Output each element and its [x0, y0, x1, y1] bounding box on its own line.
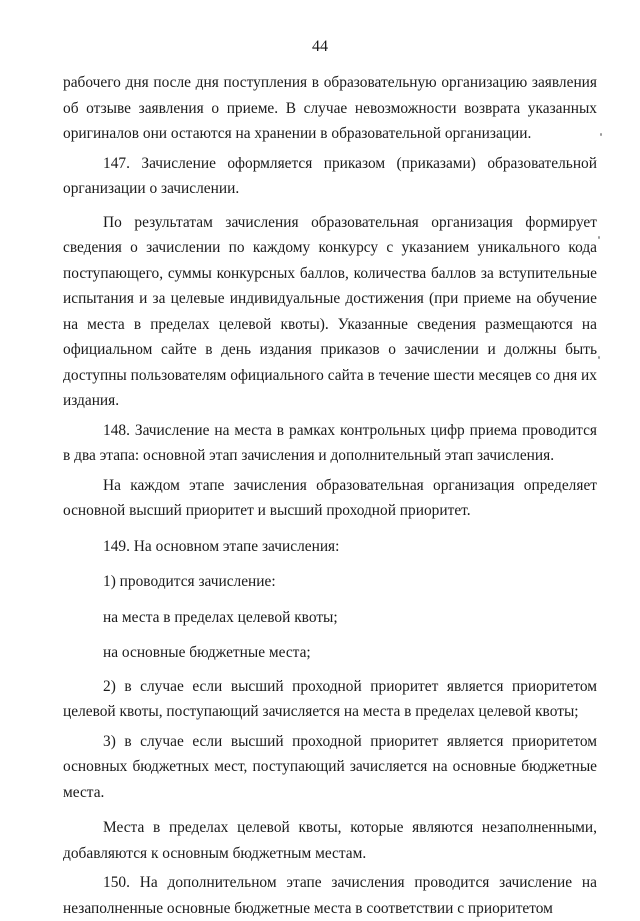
paragraph-continuation: рабочего дня после дня поступления в образовательную организацию заявления об отзыве заявления о приеме. В случае невозможности возврата указанных оригиналов они остаются на хранении в образовательной организации. [63, 74, 597, 142]
paragraph-150: 150. На дополнительном этапе зачисления проводится зачисление на незаполненные основные бюджетные места в соответствии с приоритетом [63, 874, 597, 917]
paragraph-enrollment-results: По результатам зачисления образовательная организация формирует сведения о зачислении по каждому конкурсу с указанием уникального кода поступающего, суммы конкурсных баллов, количества баллов за вступительные испытания и за целевые индивидуальные достижения (при приеме на обучение на места в пределах целевой квоты). Указанные сведения размещаются на официальном сайте в день издания приказов о зачислении и должны быть доступны пользователям официального сайта в течение шести месяцев со дня их издания. [63, 213, 597, 409]
paragraph-unfilled-places: Места в пределах целевой квоты, которые являются незаполненными, добавляются к основным бюджетным местам. [63, 819, 597, 862]
paragraph-148: 148. Зачисление на места в рамках контрольных цифр приема проводится в два этапа: основной этап зачисления и дополнительный этап зачисления. [63, 421, 597, 464]
list-item-3: 3) в случае если высший проходной приоритет является приоритетом основных бюджетных мест, поступающий зачисляется на основные бюджетные места. [63, 732, 597, 801]
list-item-1: 1) проводится зачисление: [103, 573, 276, 590]
paragraph-149: 149. На основном этапе зачисления: [103, 537, 340, 555]
scan-speck [598, 236, 600, 239]
paragraph-priority: На каждом этапе зачисления образовательная организация определяет основной высший приоритет и высший проходной приоритет. [63, 476, 597, 519]
list-subitem-budget-places: на основные бюджетные места; [103, 644, 311, 661]
scan-speck [598, 356, 600, 359]
list-subitem-target-quota: на места в пределах целевой квоты; [103, 608, 338, 626]
paragraph-147: 147. Зачисление оформляется приказом (приказами) образовательной организации о зачислении. [63, 154, 597, 197]
scan-speck [600, 133, 602, 136]
document-body [63, 70, 597, 921]
list-item-2: 2) в случае если высший проходной приоритет является приоритетом целевой квоты, поступающий зачисляется на места в пределах целевой квоты; [63, 677, 597, 720]
page-number: 44 [312, 38, 328, 55]
